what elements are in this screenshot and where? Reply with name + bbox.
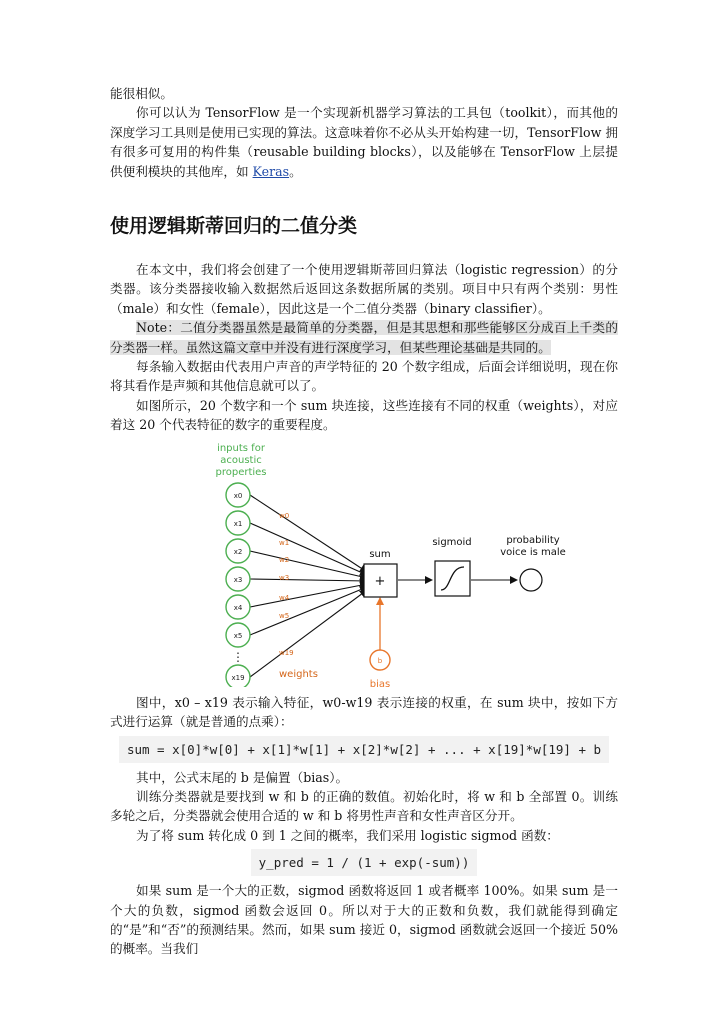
document-page [110,84,618,959]
paragraph-bias: 其中，公式末尾的 b 是偏置（bias）。 [136,769,349,785]
input-label-x2: x2 [233,547,243,556]
paragraph-figure-explain: 图中，x0 – x19 表示输入特征，w0-w19 表示连接的权重，在 sum 块中，按如下方式进行运算（就是普通的点乘）： [110,694,618,730]
input-label-x19: x19 [231,673,245,682]
inputs-label-line1: inputs for [217,442,265,454]
section-heading: 使用逻辑斯蒂回归的二值分类 [110,215,358,238]
inputs-label-line2: acoustic [220,454,262,466]
sigmoid-label: sigmoid [432,536,472,548]
paragraph-weights: 如图所示，20 个数字和一个 sum 块连接，这些连接有不同的权重（weights），对应着这 20 个代表特征的数字的重要程度。 [110,397,618,433]
neuron-diagram [110,437,618,687]
sum-plus-symbol: + [374,573,386,589]
bias-label: bias [369,678,391,687]
paragraph-sigmoid-explain: 如果 sum 是一个大的正数，sigmod 函数将返回 1 或者概率 100%。如果 sum 是一个大的负数，sigmod 函数会返回 0。所以对于大的正数和负数，我们就能得到确定的“是”和“否”的预测结果。然而，如果 sum 接近 0，sigmod 函数就会返回一个接近 50%的概率。当我们 [110,883,618,957]
input-label-x5: x5 [233,631,243,640]
sum-label: sum [369,548,391,560]
weight-label-w19: w19 [279,648,294,657]
note-paragraph [110,318,618,357]
paragraph-training: 训练分类器就是要找到 w 和 b 的正确的数值。初始化时，将 w 和 b 全部置 0。训练多轮之后，分类器就会使用合适的 w 和 b 将男性声音和女性声音区分开。 [110,788,618,824]
sigmoid-block [435,561,470,596]
paragraph-classifier: 在本文中，我们将会创建了一个使用逻辑斯蒂回归算法（logistic regression）的分类器。该分类器接收输入数据然后返回这条数据所属的类别。项目中只有两个类别：男性（male）和女性（female），因此这是一个二值分类器（binary classifier）。 [110,262,618,316]
weights-label: weights [279,668,318,680]
code-block-sum: sum = x[0]*w[0] + x[1]*w[1] + x[2]*w[2] + ... + x[19]*w[19] + b [119,736,609,763]
weight-label-w5: w5 [279,611,290,620]
output-node [520,569,542,591]
paragraph-inputs: 每条输入数据由代表用户声音的声学特征的 20 个数字组成，后面会详细说明，现在你将其看作是声频和其他信息就可以了。 [110,359,618,394]
input-label-x4: x4 [233,603,243,612]
input-label-x3: x3 [233,575,243,584]
note-highlight: Note：二值分类器虽然是最简单的分类器，但是其思想和那些能够区分成百上千类的分类器一样。虽然这篇文章中并没有进行深度学习，但某些理论基础是共同的。 [110,320,618,355]
paragraph-tensorflow-end: 。 [289,163,302,179]
probability-label-line2: voice is male [500,546,566,558]
inputs-label-line3: properties [215,466,267,478]
paragraph-sigmoid: 为了将 sum 转化成 0 到 1 之间的概率，我们采用 logistic sigmod 函数： [136,827,559,843]
weight-label-w3: w3 [279,573,290,582]
weight-label-w1: w1 [279,538,290,547]
code-block-sum-row [110,736,618,763]
probability-label-line1: probability [506,534,560,546]
weight-label-w0: w0 [279,511,290,520]
ellipsis-dots: ⋮ [232,649,244,664]
keras-link[interactable]: Keras [252,163,290,179]
weight-label-w4: w4 [279,593,290,602]
input-label-x0: x0 [233,491,243,500]
code-block-ypred: y_pred = 1 / (1 + exp(-sum)) [251,849,478,876]
weight-label-w2: w2 [279,555,290,564]
paragraph-tensorflow-text: 你可以认为 TensorFlow 是一个实现新机器学习算法的工具包（toolkit），而其他的深度学习工具则是使用已实现的算法。这意味着你不必从头开始构建一切，TensorFlow 拥有很多可复用的构件集（reusable building blocks），以及能够在 TensorFlow 上层提供便利模块的其他库，如 [110,105,618,179]
paragraph-intro-end: 能很相似。 [110,86,173,101]
paragraph-tensorflow [110,103,618,181]
bias-node-label: b [377,656,383,665]
code-block-ypred-row [110,849,618,876]
input-label-x1: x1 [233,519,243,528]
